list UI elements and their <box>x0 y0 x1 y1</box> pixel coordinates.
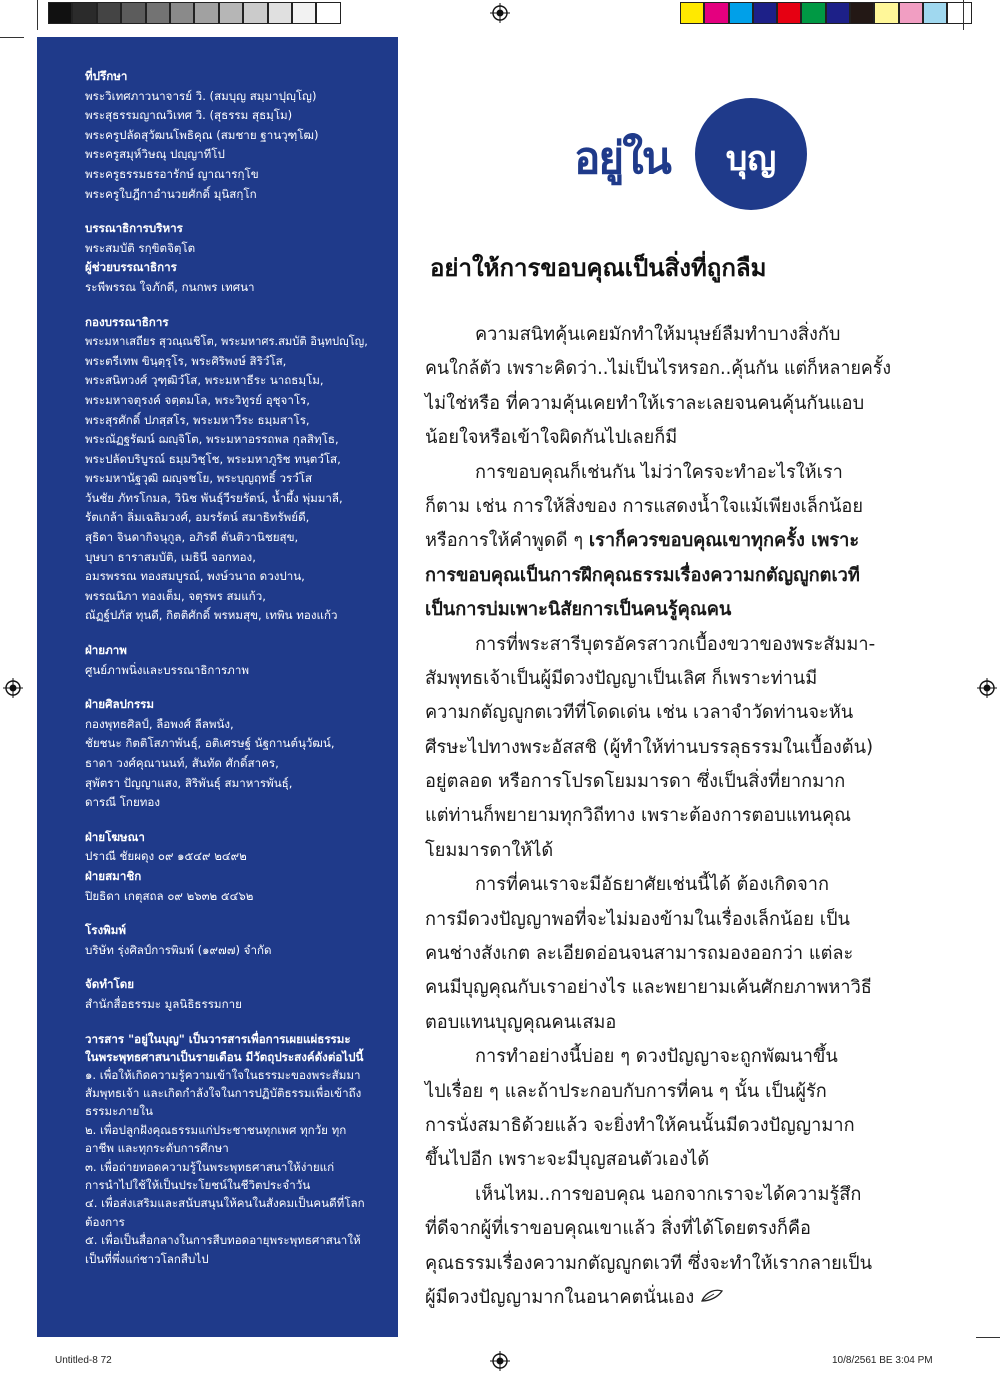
section-heading: ฝ่ายสมาชิก <box>85 868 142 883</box>
article-line <box>425 662 891 696</box>
credit-line: พระณัฏฐรัฒน์ ฌญฺจิโต, พระมหาอรรถพล กุลสิทฺโธ, <box>85 432 339 447</box>
credit-line: พระมหาเสถียร สุวณฺณชิโต, พระมหาศร.สมบัติ อินฺทปญฺโญ, <box>85 334 368 349</box>
crop-mark <box>0 37 24 38</box>
article-text: ศีรษะไปทางพระอัสสชิ (ผู้ทำให้ท่านบรรลุธรรมในเบื้องต้น) <box>425 736 874 758</box>
leaf-icon <box>700 1281 724 1315</box>
aim-item: ๑. เพื่อให้เกิดความรู้ความเข้าใจในธรรมะของพระสัมมาสัมพุทธเจ้า และเกิดกำลังใจในการปฏิบัติธรรมเพื่อเข้าถึงธรรมะภายใน <box>85 1067 362 1119</box>
color-swatch <box>899 2 923 24</box>
credit-line: พระปลัดบริบูรณ์ ธมฺมวิชฺโช, พระมหาภูริช ทนฺตวํโส, <box>85 451 341 466</box>
credit-line: พระครูใบฎีกาอำนวยศักดิ์ มุนิสกฺโก <box>85 186 257 201</box>
article-text: น้อยใจหรือเข้าใจผิดกันไปเลยก็มี <box>425 427 678 449</box>
article-text: การที่คนเราจะมีอัธยาศัยเช่นนี้ได้ ต้องเกิดจาก <box>475 874 829 896</box>
color-swatch <box>194 2 218 24</box>
article-text: ผู้มีดวงปัญญามากในอนาคตนั่นเอง <box>425 1287 695 1309</box>
article-line <box>425 1006 891 1040</box>
article-text: คนมีบุญคุณกับเราอย่างไร และพยายามเค้นศักยภาพหาวิธี <box>425 977 872 999</box>
credits-section <box>85 695 368 813</box>
gray-calibration-strip <box>48 2 341 24</box>
credit-line: พระมหานัฐวุฒิ ฌญฺจชโย, พระบุญฤทธิ์ วรวํโส <box>85 471 313 486</box>
color-swatch <box>874 2 898 24</box>
color-swatch <box>850 2 874 24</box>
article-text: ที่ดีจากผู้ที่เราขอบคุณเขาแล้ว สิ่งที่ได้โดยตรงก็คือ <box>425 1218 811 1240</box>
crop-mark <box>37 0 38 30</box>
magazine-aims <box>85 1030 368 1268</box>
aims-heading: ในพระพุทธศาสนาเป็นรายเดือน มีวัตถุประสงค์ดังต่อไปนี้ <box>85 1049 364 1064</box>
credit-line: พรรณนิภา ทองเต็ม, จตุรพร สมแก้ว, <box>85 588 266 603</box>
color-swatch <box>48 2 72 24</box>
section-heading: โรงพิมพ์ <box>85 923 127 938</box>
registration-mark-left-icon <box>3 678 23 698</box>
color-swatch <box>947 2 971 24</box>
article-text: คุณธรรมเรื่องความกตัญญูกตเวที ซึ่งจะทำให้เรากลายเป็น <box>425 1252 873 1274</box>
color-swatch <box>219 2 243 24</box>
article-line <box>425 1109 891 1143</box>
credit-line: ณัฏฐ์ปภัส ทุนดี, กิตติศักดิ์ พรหมสุข, เทพิน ทองแก้ว <box>85 608 338 623</box>
article-text: ขึ้นไปอีก เพราะจะมีบุญสอนตัวเองได้ <box>425 1149 710 1171</box>
credit-line: ปิยธิดา เกตุสถล ๐๙ ๒๖๓๒ ๕๔๖๒ <box>85 888 254 903</box>
credits-section <box>85 975 368 1014</box>
article-text: การขอบคุณก็เช่นกัน ไม่ว่าใครจะทำอะไรให้เรา <box>475 461 843 483</box>
aim-item: ๒. เพื่อปลูกฝังคุณธรรมแก่ประชาชนทุกเพศ ทุกวัย ทุกอาชีพ และทุกระดับการศึกษา <box>85 1122 347 1156</box>
color-swatch <box>923 2 947 24</box>
credit-line: ระพีพรรณ ใจภักดี, กนกพร เทศนา <box>85 279 255 294</box>
article-line <box>425 903 891 937</box>
article-line <box>425 1143 891 1177</box>
credit-line: พระครูธรรมธรอารักษ์ ญาณารกฺโข <box>85 166 259 181</box>
article-line <box>425 559 891 593</box>
article-line <box>425 318 891 352</box>
article-text: สัมพุทธเจ้าเป็นผู้มีดวงปัญญาเป็นเลิศ ก็เพราะท่านมี <box>425 667 818 689</box>
article-line <box>425 456 891 490</box>
article-line <box>425 937 891 971</box>
article-line <box>425 1281 891 1315</box>
color-swatch <box>729 2 753 24</box>
credit-line: พระวิเทศภาวนาจารย์ วิ. (สมบุญ สมฺมาปุญฺโญ) <box>85 88 317 103</box>
article-text: ความสนิทคุ้นเคยมักทำให้มนุษย์ลืมทำบางสิ่งกับ <box>475 324 841 345</box>
article-text: ไปเรื่อย ๆ และถ้าประกอบกับการที่คน ๆ นั้น เป็นผู้รัก <box>425 1080 827 1102</box>
section-heading: ที่ปรึกษา <box>85 69 128 83</box>
credit-line: สุพัตรา ปัญญาแสง, สิริพันธุ์ สมาหารพันธุ์, <box>85 775 293 790</box>
article-text: เห็นไหม..การขอบคุณ นอกจากเราจะได้ความรู้สึก <box>475 1183 862 1205</box>
article-line <box>425 628 891 662</box>
color-swatch <box>72 2 96 24</box>
article-line <box>425 1212 891 1246</box>
credit-line: สุธิดา จินดากิจนุกูล, อภิรดี ตันติวานิชยสุข, <box>85 530 299 545</box>
credit-line: พระสมบัติ รกฺขิตจิตฺโต <box>85 240 196 255</box>
color-swatch <box>292 2 316 24</box>
credits-section <box>85 641 368 680</box>
article-line <box>425 731 891 765</box>
article-text: การที่พระสารีบุตรอัครสาวกเบื้องขวาของพระสัมมา- <box>475 633 876 655</box>
logo-circle <box>695 98 807 210</box>
color-swatch <box>801 2 825 24</box>
color-swatch <box>268 2 292 24</box>
color-swatch <box>826 2 850 24</box>
article-line <box>425 1075 891 1109</box>
credit-line: อมรพรรณ ทองสมบูรณ์, พงษ์วนาถ ดวงปาน, <box>85 569 305 584</box>
color-swatch <box>753 2 777 24</box>
article-line <box>425 1040 891 1074</box>
article-line <box>425 421 891 455</box>
credit-line: ดารณี โกยทอง <box>85 795 161 810</box>
article-line <box>425 490 891 524</box>
article-line <box>425 834 891 868</box>
article-text: แต่ท่านก็พยายามทุกวิถีทาง เพราะต้องการตอบแทนคุณ <box>425 805 852 827</box>
registration-mark-bottom-icon <box>490 1351 510 1371</box>
article-line <box>425 1247 891 1281</box>
color-swatch <box>243 2 267 24</box>
credit-line: สำนักสื่อธรรมะ มูลนิธิธรรมกาย <box>85 996 242 1011</box>
credits-section <box>85 219 368 297</box>
credit-line: ชัยชนะ กิตติโสภาพันธุ์, อติเศรษฐ์ นัฐกานต์นุวัฒน์, <box>85 736 335 751</box>
credits-section <box>85 921 368 960</box>
article-line <box>425 1178 891 1212</box>
aim-item: ๔. เพื่อส่งเสริมและสนับสนุนให้คนในสังคมเป็นคนดีที่โลกต้องการ <box>85 1196 365 1229</box>
crop-mark <box>963 0 964 30</box>
credit-line: พระครูสมุห์วิษณุ ปญฺญาทีโป <box>85 147 225 162</box>
credit-line: พระสุธรรมญาณวิเทศ วิ. (สุธรรม สุธมฺโม) <box>85 108 293 123</box>
article-text: ไม่ใช่หรือ ที่ความคุ้นเคยทำให้เราละเลยจนคนคุ้นกันแอบ <box>425 392 865 414</box>
credit-line: พระตรีเทพ ขินฺตฺรุโร, พระศิริพงษ์ สิริวํโส, <box>85 353 287 368</box>
credit-line: ศูนย์ภาพนิ่งและบรรณาธิการภาพ <box>85 662 249 677</box>
credits-section <box>85 828 368 906</box>
credit-line: พระมหาจตุรงค์ จตฺตมโล, พระวิทูรย์ อุชุจาโร, <box>85 392 310 407</box>
article-bold-text: การขอบคุณเป็นการฝึกคุณธรรมเรื่องความกตัญญูกตเวที <box>425 564 860 586</box>
article-line <box>425 696 891 730</box>
article-text: การทำอย่างนี้บ่อย ๆ ดวงปัญญาจะถูกพัฒนาขึ้น <box>475 1046 838 1068</box>
credit-line: พระสนิทวงศ์ วุฑฺฒิวํโส, พระมหาธีระ นาถธมฺโม, <box>85 373 324 388</box>
footer-timestamp: 10/8/2561 BE 3:04 PM <box>832 1355 933 1366</box>
article-bold-text: เราก็ควรขอบคุณเขาทุกครั้ง เพราะ <box>588 530 860 552</box>
article-line <box>425 387 891 421</box>
section-heading: ฝ่ายโฆษณา <box>85 829 145 844</box>
article-text: ก็ตาม เช่น การให้สิ่งของ การแสดงน้ำใจแม้เพียงเล็กน้อย <box>425 495 863 517</box>
article-text: อยู่ตลอด หรือการโปรดโยมมารดา ซึ่งเป็นสิ่งที่ยากมาก <box>425 771 846 793</box>
article-title: อย่าให้การขอบคุณเป็นสิ่งที่ถูกลืม <box>430 254 767 282</box>
section-heading: กองบรรณาธิการ <box>85 314 169 329</box>
credit-line: บุษบา ธาราสมบัติ, เมธินี จอกทอง, <box>85 549 256 564</box>
logo-circle-text: บุญ <box>725 139 777 179</box>
color-swatch <box>777 2 801 24</box>
credit-line: วันชัย ภัทรโกมล, วินิช พันธุ์วีรยรัตน์, น้ำผึ้ง พุ่มมาลี, <box>85 490 343 505</box>
article-text: คนใกล้ตัว เพราะคิดว่า..ไม่เป็นไรหรอก..คุ้นกัน แต่ก็หลายครั้ง <box>425 358 892 380</box>
article-bold-text: เป็นการบ่มเพาะนิสัยการเป็นคนรู้คุณคน <box>425 599 732 621</box>
article-line <box>425 765 891 799</box>
registration-mark-top-icon <box>490 3 510 23</box>
magazine-logo <box>570 95 845 210</box>
credits-section <box>85 67 368 204</box>
article-line <box>425 352 892 386</box>
credit-line: รัตเกล้า ลิ่มเฉลิมวงศ์, อมรรัตน์ สมาธิทรัพย์ดี, <box>85 510 310 525</box>
aims-heading: วารสาร "อยู่ในบุญ" เป็นวารสารเพื่อการเผยแผ่ธรรมะ <box>85 1031 351 1046</box>
color-swatch <box>680 2 704 24</box>
article-text: ความกตัญญูกตเวทีที่โดดเด่น เช่น เวลาจำวัดท่านจะหัน <box>425 702 854 724</box>
article-text: การนั่งสมาธิด้วยแล้ว จะยิ่งทำให้คนนั้นมีดวงปัญญามาก <box>425 1114 855 1136</box>
footer-file-label: Untitled-8 72 <box>55 1355 112 1366</box>
credits-section <box>85 313 368 627</box>
credit-line: พระครูปลัดสุวัฒนโพธิคุณ (สมชาย ฐานวุฑฺโฒ) <box>85 127 319 142</box>
article-line <box>425 593 891 627</box>
article-text: โยมมารดาให้ได้ <box>425 839 554 861</box>
color-swatch <box>170 2 194 24</box>
credit-line: ธาดา วงศ์คุณานนท์, สันทัด ศักดิ์สาคร, <box>85 756 279 770</box>
article-line <box>425 524 891 558</box>
aim-item: ๓. เพื่อถ่ายทอดความรู้ในพระพุทธศาสนาให้ง่ายแก่การนำไปใช้ให้เป็นประโยชน์ในชีวิตประจำวัน <box>85 1159 335 1192</box>
article-line <box>425 799 891 833</box>
article-line <box>425 868 891 902</box>
article-text: หรือการให้คำพูดดี ๆ <box>425 530 589 552</box>
section-heading: จัดทำโดย <box>85 977 135 992</box>
color-calibration-strip <box>680 2 972 24</box>
section-heading: ฝ่ายภาพ <box>85 643 127 658</box>
color-swatch <box>121 2 145 24</box>
article-line <box>425 971 891 1005</box>
article-text: คนช่างสังเกต ละเอียดอ่อนจนสามารถมองออกว่า แต่ละ <box>425 943 854 965</box>
credit-line: พระสุรศักดิ์ ปภสฺสโร, พระมหาวีระ ธมฺมสาโร, <box>85 412 310 427</box>
credits-sidebar <box>37 37 398 1337</box>
color-swatch <box>97 2 121 24</box>
article-body <box>425 318 891 1315</box>
section-heading: ผู้ช่วยบรรณาธิการ <box>85 260 177 275</box>
registration-mark-right-icon <box>977 678 997 698</box>
crop-mark <box>976 1337 1000 1338</box>
logo-text: อยู่ใน <box>574 133 670 184</box>
section-heading: บรรณาธิการบริหาร <box>85 221 183 236</box>
article-text: การมีดวงปัญญาพอที่จะไม่มองข้ามในเรื่องเล็กน้อย เป็น <box>425 908 850 930</box>
credit-line: กองพุทธศิลป์, ลือพงศ์ ลีลพนัง, <box>85 716 234 731</box>
credit-line: บริษัท รุ่งศิลป์การพิมพ์ (๑๙๗๗) จำกัด <box>85 942 272 957</box>
article-text: ตอบแทนบุญคุณคนเสมอ <box>425 1011 617 1033</box>
aim-item: ๕. เพื่อเป็นสื่อกลางในการสืบทอดอายุพระพุทธศาสนาให้เป็นที่พึ่งแก่ชาวโลกสืบไป <box>85 1233 361 1266</box>
color-swatch <box>704 2 728 24</box>
color-swatch <box>316 2 340 24</box>
section-heading: ฝ่ายศิลปกรรม <box>85 697 155 712</box>
credit-line: ปราณี ชัยผดุง ๐๙ ๑๕๔๙ ๒๔๙๒ <box>85 849 247 864</box>
color-swatch <box>146 2 170 24</box>
